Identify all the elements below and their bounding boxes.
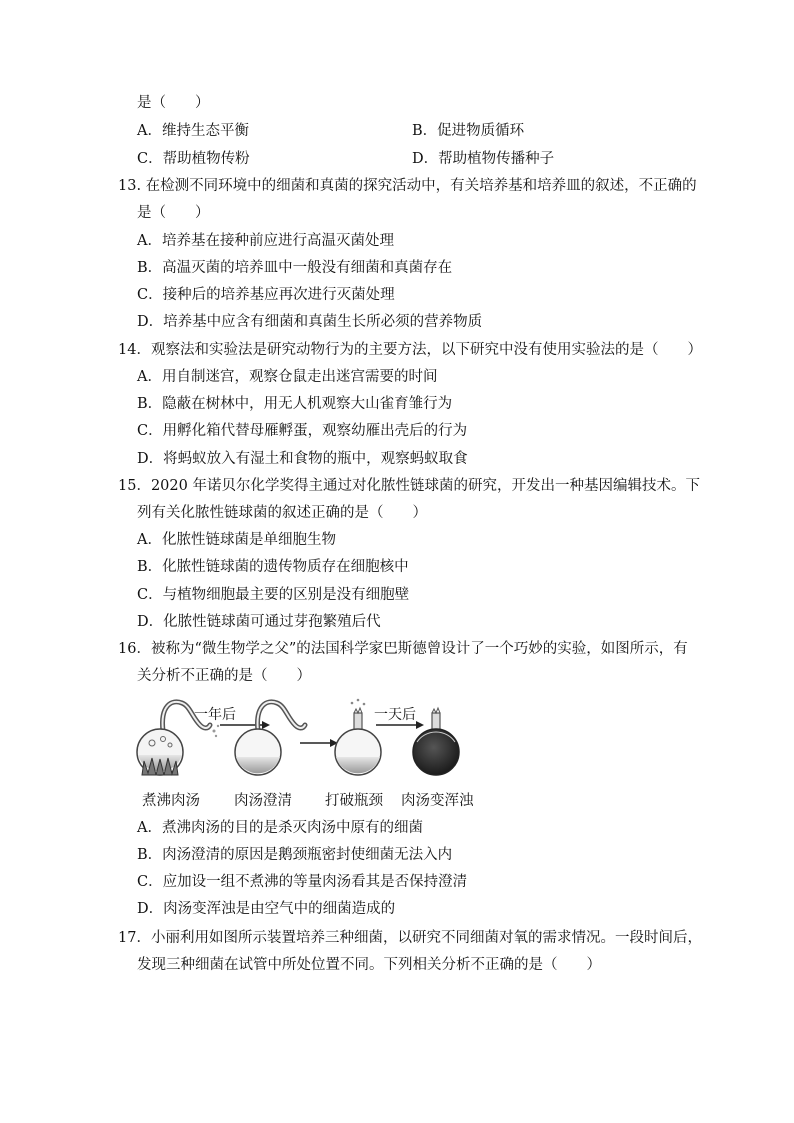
q15-stem-line2: 列有关化脓性链球菌的叙述正确的是（ ） xyxy=(137,505,427,521)
q13-option-a[interactable]: A．培养基在接种前应进行高温灭菌处理 xyxy=(137,233,394,249)
caption-turbid-broth: 肉汤变浑浊 xyxy=(401,793,474,809)
q12-option-c[interactable]: C．帮助植物传粉 xyxy=(137,151,250,167)
q16-option-a[interactable]: A．煮沸肉汤的目的是杀灭肉汤中原有的细菌 xyxy=(137,820,423,836)
q13-stem-line1: 13. 在检测不同环境中的细菌和真菌的探究活动中，有关培养基和培养皿的叙述，不正确的 xyxy=(118,178,697,194)
q12-option-a[interactable]: A．维持生态平衡 xyxy=(137,123,249,139)
caption-break-neck: 打破瓶颈 xyxy=(325,793,383,809)
q14-option-b[interactable]: B．隐蔽在树林中，用无人机观察大山雀育雏行为 xyxy=(137,396,453,412)
flask-clear-broth xyxy=(235,702,305,775)
caption-clear-broth: 肉汤澄清 xyxy=(234,793,292,809)
q13-stem-line2: 是（ ） xyxy=(137,205,210,221)
q14-option-a[interactable]: A．用自制迷宫，观察仓鼠走出迷宫需要的时间 xyxy=(137,369,438,385)
q16-option-c[interactable]: C．应加设一组不煮沸的等量肉汤看其是否保持澄清 xyxy=(137,874,468,890)
q14-stem-line1: 14．观察法和实验法是研究动物行为的主要方法，以下研究中没有使用实验法的是（ ） xyxy=(118,342,702,358)
q12-option-d[interactable]: D．帮助植物传播种子 xyxy=(412,151,555,167)
q16-stem-line1: 16．被称为“微生物学之父”的法国科学家巴斯德曾设计了一个巧妙的实验，如图所示，有 xyxy=(118,641,688,657)
q17-stem-line2: 发现三种细菌在试管中所处位置不同。下列相关分析不正确的是（ ） xyxy=(137,957,601,973)
caption-boiling-broth: 煮沸肉汤 xyxy=(142,793,200,809)
arrow-label-one-year: 一年后 xyxy=(194,707,236,723)
q17-stem-line1: 17．小丽利用如图所示装置培养三种细菌，以研究不同细菌对氧的需求情况。一段时间后， xyxy=(118,930,702,946)
q16-option-b[interactable]: B．肉汤澄清的原因是鹅颈瓶密封使细菌无法入内 xyxy=(137,847,453,863)
q12-stem-tail: 是（ ） xyxy=(137,95,210,111)
q16-option-d[interactable]: D．肉汤变浑浊是由空气中的细菌造成的 xyxy=(137,901,396,917)
q15-option-a[interactable]: A．化脓性链球菌是单细胞生物 xyxy=(137,532,336,548)
q14-option-d[interactable]: D．将蚂蚁放入有湿土和食物的瓶中，观察蚂蚁取食 xyxy=(137,451,468,467)
pasteur-flasks-drawing xyxy=(130,695,490,785)
q13-option-c[interactable]: C．接种后的培养基应再次进行灭菌处理 xyxy=(137,287,395,303)
q15-option-d[interactable]: D．化脓性链球菌可通过芽孢繁殖后代 xyxy=(137,614,381,630)
arrow-label-one-day: 一天后 xyxy=(374,707,416,723)
flask-turbid-broth xyxy=(413,708,459,775)
arrow-break-neck xyxy=(300,739,338,747)
pasteur-experiment-figure xyxy=(130,695,490,815)
q16-stem-line2: 关分析不正确的是（ ） xyxy=(137,668,311,684)
q15-option-c[interactable]: C．与植物细胞最主要的区别是没有细胞壁 xyxy=(137,587,410,603)
q15-option-b[interactable]: B．化脓性链球菌的遗传物质存在细胞核中 xyxy=(137,559,409,575)
q13-option-d[interactable]: D．培养基中应含有细菌和真菌生长所必须的营养物质 xyxy=(137,314,483,330)
q13-option-b[interactable]: B．高温灭菌的培养皿中一般没有细菌和真菌存在 xyxy=(137,260,453,276)
q15-stem-line1: 15．2020 年诺贝尔化学奖得主通过对化脓性链球菌的研究，开发出一种基因编辑技术。下 xyxy=(118,478,700,494)
q14-option-c[interactable]: C．用孵化箱代替母雁孵蛋，观察幼雁出壳后的行为 xyxy=(137,423,468,439)
q12-option-b[interactable]: B．促进物质循环 xyxy=(412,123,525,139)
